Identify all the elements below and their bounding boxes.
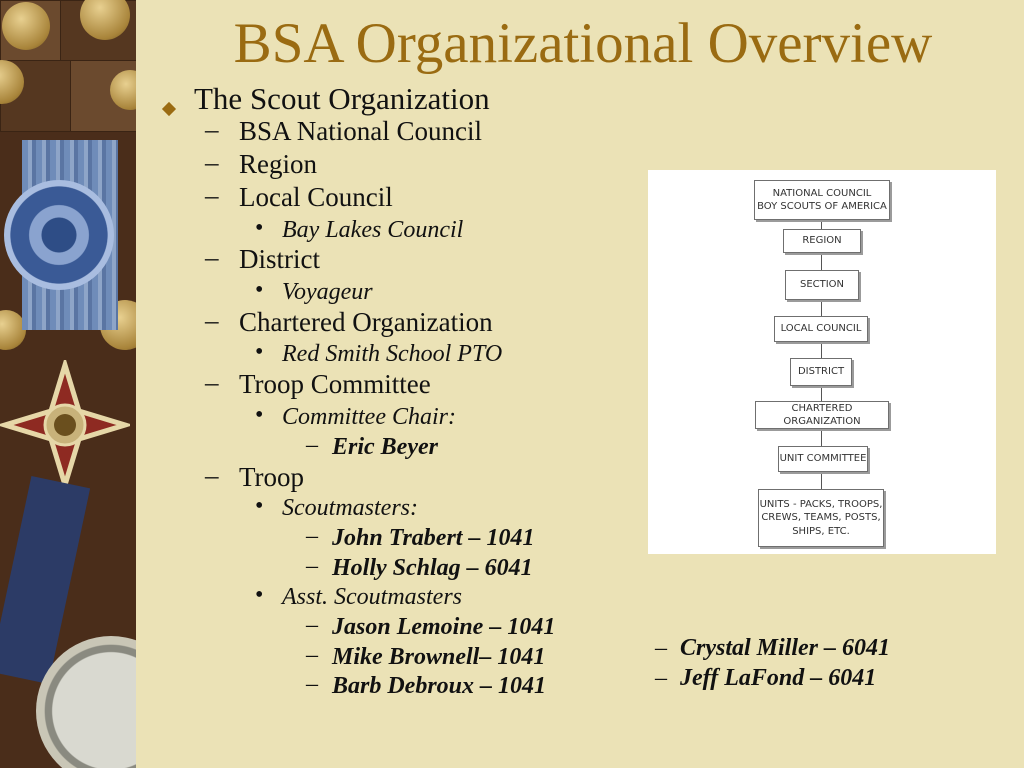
decorative-medal-collage: [0, 0, 136, 768]
outline-item-text: Red Smith School PTO: [282, 341, 503, 367]
dash-bullet-icon: –: [205, 180, 219, 210]
extra-name-text: Crystal Miller – 6041: [680, 635, 891, 661]
outline-item-text: Local Council: [239, 182, 393, 212]
outline-item-level-2: [205, 305, 493, 337]
dash-bullet-icon: –: [306, 642, 318, 668]
outline-item-level-3: [255, 215, 464, 243]
outline-item-text: Barb Debroux – 1041: [332, 673, 547, 699]
outline-item-level-2: [205, 180, 393, 212]
org-chart-box-line: UNITS - PACKS, TROOPS,: [759, 498, 883, 510]
outline-item-level-4: [306, 671, 547, 699]
org-chart-box: [778, 446, 868, 472]
outline-item-level-4: [306, 642, 546, 670]
outline-item-text: Scoutmasters:: [282, 495, 418, 521]
bullet-icon: •: [255, 402, 264, 428]
bullet-icon: •: [255, 215, 264, 241]
org-chart-box: [754, 180, 890, 220]
outline-item-text: Jason Lemoine – 1041: [332, 614, 556, 640]
dash-bullet-icon: –: [655, 665, 667, 691]
outline-item-text: Chartered Organization: [239, 307, 493, 337]
bullet-icon: •: [255, 339, 264, 365]
outline-item-text: Troop: [239, 462, 305, 492]
org-chart-box: [758, 489, 884, 547]
outline-item-level-3: [255, 339, 503, 367]
dash-bullet-icon: –: [306, 432, 318, 458]
dash-bullet-icon: –: [655, 635, 667, 661]
dash-bullet-icon: –: [306, 612, 318, 638]
org-chart-connector: [821, 340, 822, 358]
outline-item-text: The Scout Organization: [194, 81, 490, 116]
outline-item-level-3: [255, 402, 456, 430]
dash-bullet-icon: –: [205, 242, 219, 272]
outline-item-text: John Trabert – 1041: [332, 525, 535, 551]
dash-bullet-icon: –: [205, 460, 219, 490]
org-chart-connector: [821, 470, 822, 489]
extra-name-item: [655, 636, 890, 660]
org-chart-box: [774, 316, 868, 342]
outline-item-text: Eric Beyer: [332, 434, 438, 460]
org-chart-box: [755, 401, 889, 429]
org-chart-box-line: CREWS, TEAMS, POSTS,: [761, 512, 881, 524]
org-chart-connector: [821, 384, 822, 401]
outline-item-text: Bay Lakes Council: [282, 217, 464, 243]
outline-item-level-2: [205, 114, 482, 146]
outline-item-text: Holly Schlag – 6041: [332, 555, 533, 581]
org-chart-box-line: NATIONAL COUNCIL: [772, 187, 872, 199]
org-chart-box: [790, 358, 852, 386]
outline-item-text: BSA National Council: [239, 116, 482, 146]
extra-name-text: Jeff LaFond – 6041: [680, 665, 877, 691]
org-chart-box: [783, 229, 861, 253]
outline-item-level-3: [255, 493, 418, 521]
org-chart-box-line: UNIT COMMITTEE: [779, 453, 867, 465]
outline-item-level-2: [205, 242, 320, 274]
dash-bullet-icon: –: [306, 671, 318, 697]
dash-bullet-icon: –: [205, 305, 219, 335]
bullet-icon: •: [255, 582, 264, 608]
outline-item-text: Voyageur: [282, 279, 373, 305]
diamond-bullet-icon: [164, 88, 174, 119]
outline-item-level-2: [205, 147, 317, 179]
outline-item-level-2: [205, 367, 431, 399]
outline-item-level-2: [205, 460, 305, 492]
dash-bullet-icon: –: [306, 523, 318, 549]
dash-bullet-icon: –: [205, 114, 219, 144]
slide-title: BSA Organizational Overview: [233, 12, 933, 75]
org-chart-box-line: SECTION: [799, 279, 845, 291]
org-chart-connector: [821, 251, 822, 270]
outline-item-text: District: [239, 244, 320, 274]
outline-item-level-4: [306, 553, 533, 581]
outline-item-text: Committee Chair:: [282, 404, 456, 430]
outline-item-text: Troop Committee: [239, 369, 431, 399]
extra-name-item: [655, 666, 876, 690]
org-chart-box-line: LOCAL COUNCIL: [780, 323, 862, 335]
org-chart-box: [785, 270, 859, 300]
org-chart-box-line: REGION: [802, 235, 842, 247]
outline-item-text: Region: [239, 149, 317, 179]
outline-item-level-4: [306, 612, 556, 640]
outline-item-text: Asst. Scoutmasters: [282, 584, 462, 610]
org-chart-connector: [821, 427, 822, 446]
outline-item-level-3: [255, 582, 462, 610]
bullet-icon: •: [255, 493, 264, 519]
org-chart-connector: [821, 298, 822, 316]
dash-bullet-icon: –: [205, 147, 219, 177]
outline-item-level-4: [306, 432, 438, 460]
outline-item-text: Mike Brownell– 1041: [332, 644, 546, 670]
outline-item-level-1: [160, 83, 490, 114]
dash-bullet-icon: –: [205, 367, 219, 397]
outline-item-level-3: [255, 277, 373, 305]
outline-item-level-4: [306, 523, 535, 551]
org-chart-box-line: DISTRICT: [797, 366, 845, 378]
dash-bullet-icon: –: [306, 553, 318, 579]
org-chart-box-line: SHIPS, ETC.: [792, 525, 850, 537]
bullet-icon: •: [255, 277, 264, 303]
org-chart-box-line: CHARTERED ORGANIZATION: [783, 402, 861, 427]
bsa-org-chart: [648, 170, 996, 554]
org-chart-box-line: BOY SCOUTS OF AMERICA: [757, 201, 887, 212]
